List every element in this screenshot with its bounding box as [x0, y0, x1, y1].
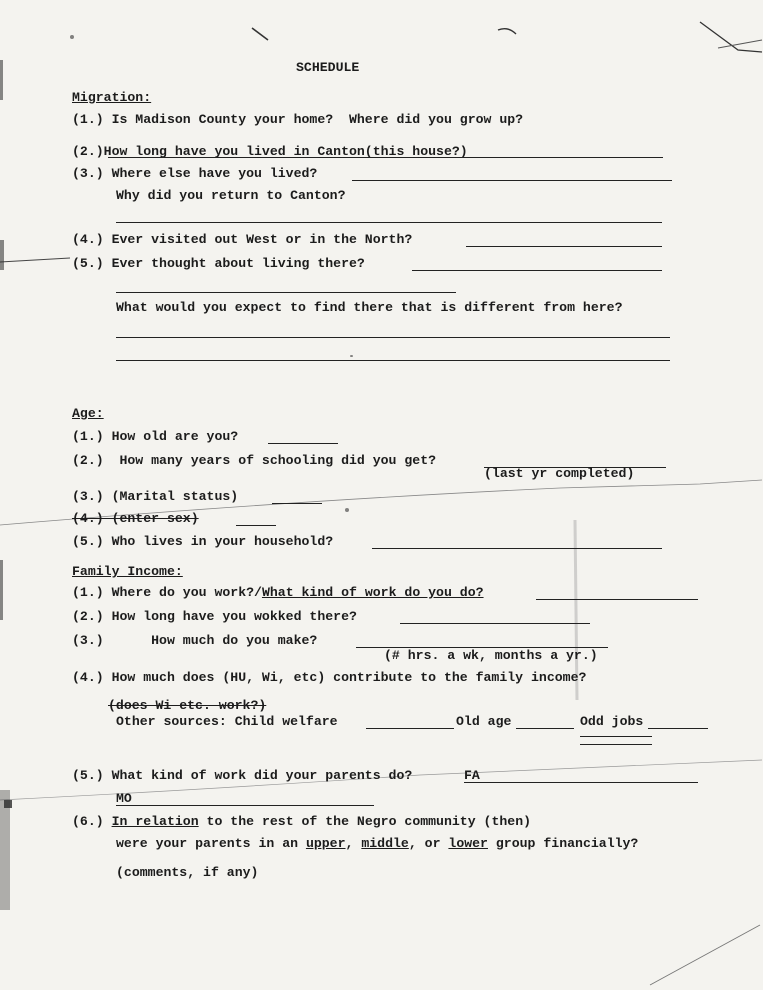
age-q4-answer-line [236, 525, 276, 526]
migration-q3-answer-line [352, 180, 672, 181]
income-q4-struck: (does Wi etc. work?) [108, 698, 267, 713]
income-q6 [72, 814, 531, 830]
income-q1-part-b: What kind of work do you do? [261, 585, 484, 600]
migration-q5b-answer-line [116, 337, 670, 338]
old-age-label: Old age [456, 714, 512, 729]
income-q2: (2.) How long have you wokked there? [72, 609, 357, 624]
comma-2: , or [408, 836, 449, 851]
income-q5-mo: MO [116, 791, 132, 806]
comma-1: , [345, 836, 362, 851]
age-q2: (2.) How many years of schooling did you get? [72, 453, 437, 468]
migration-q5-answer-line [412, 270, 662, 271]
income-q6-comment: (comments, if any) [116, 865, 259, 880]
age-q2-note: (last yr completed) [484, 466, 635, 481]
option-middle: middle [361, 836, 409, 851]
age-heading: Age: [72, 406, 104, 421]
income-q6-line2 [116, 836, 638, 852]
option-lower: lower [448, 836, 488, 851]
income-q6-number: (6.) [72, 814, 112, 829]
age-q1: (1.) How old are you? [72, 429, 239, 444]
income-q1-answer-line [536, 599, 698, 600]
age-q3: (3.) (Marital status) [72, 489, 239, 504]
migration-q5b: What would you expect to find there that is different from here? [116, 300, 623, 315]
income-q6-in-relation: In relation [111, 814, 199, 829]
income-q5-fa-answer-line [464, 782, 698, 783]
income-q6-line2-a: were your parents in an [116, 836, 306, 851]
income-q6-rest: to the rest of the Negro community (then) [198, 814, 532, 829]
age-q5-answer-line [372, 548, 662, 549]
migration-heading: Migration: [72, 90, 152, 105]
odd-jobs-underline [580, 736, 652, 737]
migration-q1: (1.) Is Madison County your home? Where did you grow up? [72, 112, 524, 127]
income-q1-part-a: Where do you work? [111, 585, 255, 600]
odd-jobs-underline-2 [580, 744, 652, 745]
migration-q3b-answer-line [116, 222, 662, 223]
income-q4: (4.) How much does (HU, Wi, etc) contribute to the family income? [72, 670, 587, 685]
income-q3-note: (# hrs. a wk, months a yr.) [384, 648, 598, 663]
income-q5: (5.) What kind of work did your parents do? [72, 768, 413, 783]
income-q2-answer-line [400, 623, 590, 624]
income-q5-mo-answer-line [116, 805, 374, 806]
migration-q4: (4.) Ever visited out West or in the North? [72, 232, 413, 247]
age-q1-answer-line [268, 443, 338, 444]
odd-jobs-label: Odd jobs [580, 714, 644, 729]
migration-q5b-answer-line-2 [116, 360, 670, 361]
age-q4: (4.) (enter sex) [72, 511, 199, 526]
income-q5-fa: FA [464, 768, 480, 783]
page-title: SCHEDULE [296, 60, 360, 75]
income-q1-slash: / [254, 585, 262, 600]
migration-q4-answer-line [466, 246, 662, 247]
income-q3: (3.) How much do you make? [72, 633, 318, 648]
option-upper: upper [305, 836, 346, 851]
migration-q5-answer-line-2 [116, 292, 456, 293]
migration-q5: (5.) Ever thought about living there? [72, 256, 365, 271]
age-q5: (5.) Who lives in your household? [72, 534, 334, 549]
old-age-answer-line [516, 728, 574, 729]
odd-jobs-answer-line [648, 728, 708, 729]
child-welfare-answer-line [366, 728, 454, 729]
family-income-heading: Family Income: [72, 564, 183, 579]
age-q3-answer-line [272, 503, 322, 504]
migration-q3: (3.) Where else have you lived? [72, 166, 318, 181]
other-sources-label: Other sources: Child welfare [116, 714, 338, 729]
migration-q2-answer-line [108, 157, 663, 158]
income-q1-number: (1.) [72, 585, 112, 600]
income-q6-line2-b: group financially? [487, 836, 639, 851]
migration-q2: (2.)How long have you lived in Canton(this house?) [72, 144, 468, 159]
migration-q3b: Why did you return to Canton? [116, 188, 346, 203]
income-q1 [72, 585, 484, 601]
